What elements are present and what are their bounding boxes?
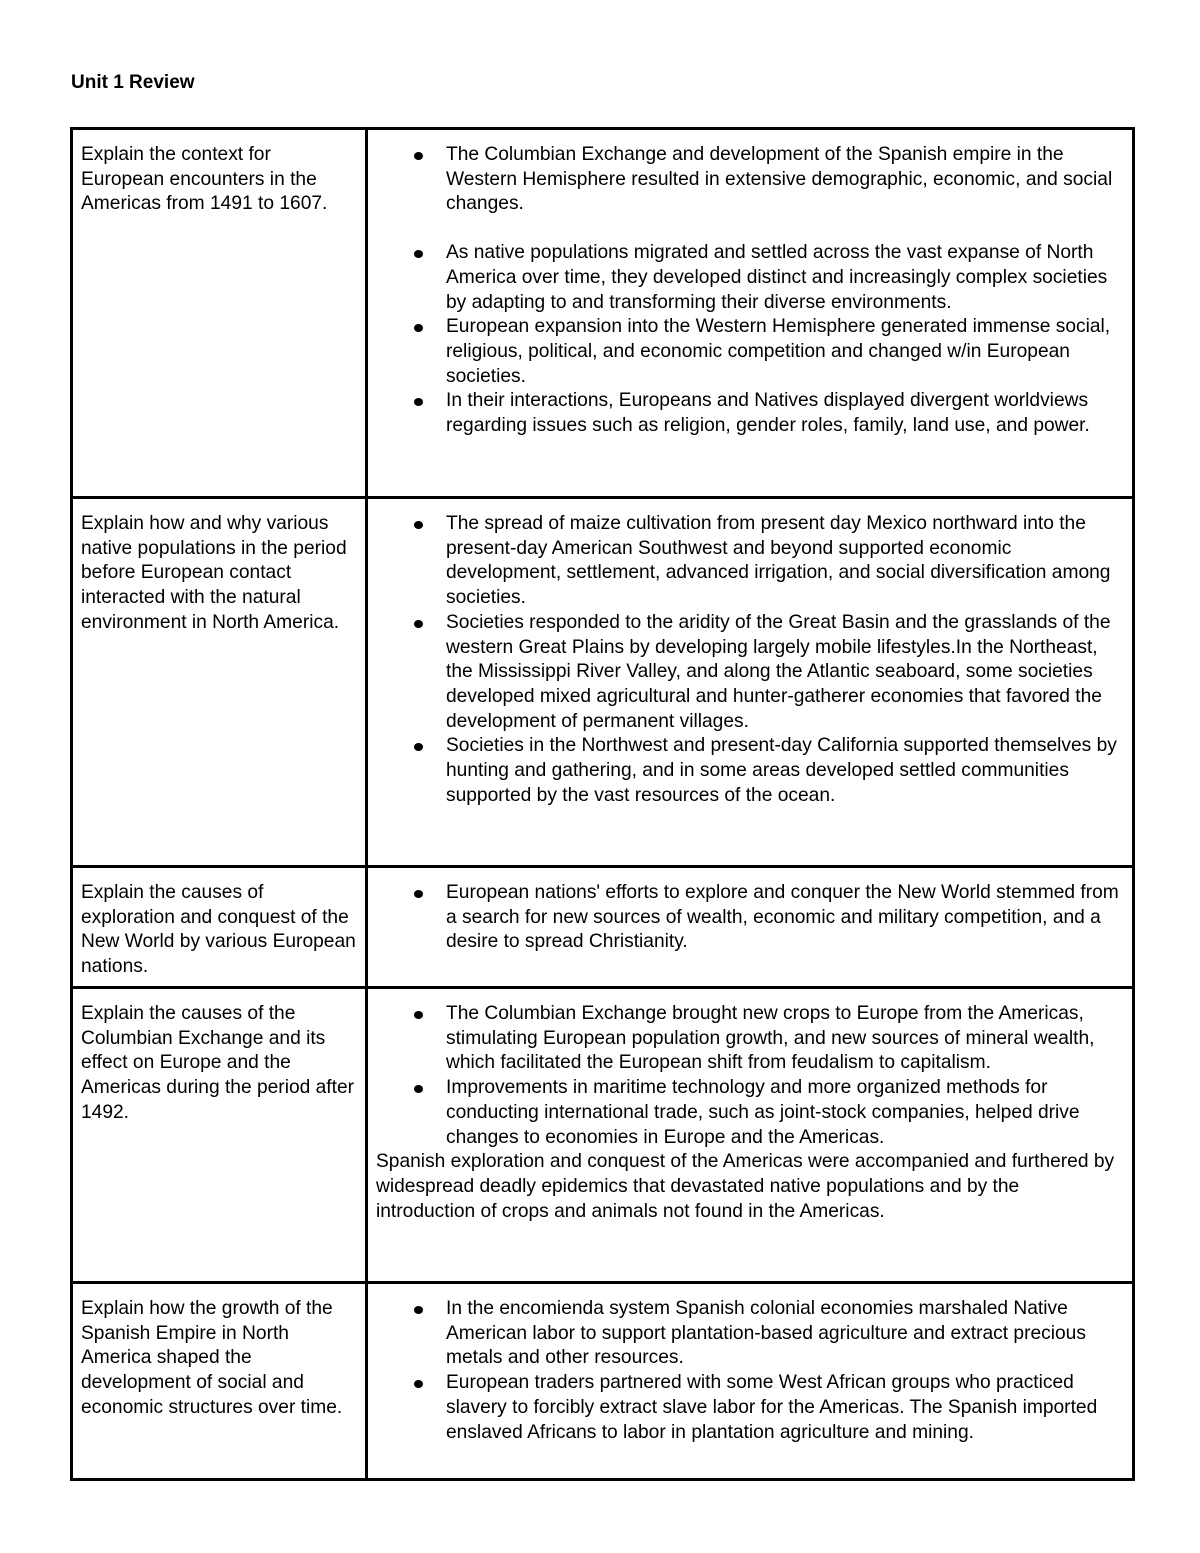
table-row xyxy=(72,129,1134,498)
bullet-list xyxy=(376,1297,1120,1445)
answer-cell xyxy=(367,867,1134,988)
bullet-item: Societies in the Northwest and present-day California supported themselves by hunting and gathering, and in some areas developed settled communities supported by the vast resources of the ocean. xyxy=(376,734,1120,808)
bullet-item: The spread of maize cultivation from present day Mexico northward into the present-day American Southwest and beyond supported economic development, settlement, advanced irrigation, and social diversification among societies. xyxy=(376,512,1120,611)
table-row xyxy=(72,498,1134,867)
bullet-item: Societies responded to the aridity of the Great Basin and the grasslands of the western Great Plains by developing largely mobile lifestyles.In the Northeast, the Mississippi River Valley, and along the Atlantic seaboard, some societies developed mixed agricultural and hunter-gatherer economies that favored the development of permanent villages. xyxy=(376,611,1120,735)
prompt-cell xyxy=(72,867,367,988)
bullet-item: In their interactions, Europeans and Natives displayed divergent worldviews regarding issues such as religion, gender roles, family, land use, and power. xyxy=(376,389,1120,438)
prompt-text: Explain the context for European encounters in the Americas from 1491 to 1607. xyxy=(81,144,328,215)
prompt-cell xyxy=(72,988,367,1283)
prompt-cell xyxy=(72,129,367,498)
answer-cell xyxy=(367,129,1134,498)
page-title: Unit 1 Review xyxy=(71,72,195,93)
prompt-text: Explain how and why various native populations in the period before European contact interacted with the natural environment in North America. xyxy=(81,513,347,633)
review-table xyxy=(70,127,1135,1481)
bullet-item: In the encomienda system Spanish colonial economies marshaled Native American labor to support plantation-based agriculture and extract precious metals and other resources. xyxy=(376,1297,1120,1371)
prompt-text: Explain the causes of the Columbian Exchange and its effect on Europe and the Americas during the period after 1492. xyxy=(81,1003,355,1123)
bullet-list xyxy=(376,143,1120,439)
bullet-item: The Columbian Exchange and development of the Spanish empire in the Western Hemisphere resulted in extensive demographic, economic, and social changes. xyxy=(376,143,1120,217)
bullet-item: Improvements in maritime technology and more organized methods for conducting international trade, such as joint-stock companies, helped drive changes to economies in Europe and the Americas. xyxy=(376,1076,1120,1150)
bullet-item: As native populations migrated and settled across the vast expanse of North America over time, they developed distinct and increasingly complex societies by adapting to and transforming their diverse environments. xyxy=(376,241,1120,315)
bullet-item: European traders partnered with some West African groups who practiced slavery to forcibly extract slave labor for the Americas. The Spanish imported enslaved Africans to labor in plantation agriculture and mining. xyxy=(376,1371,1120,1445)
answer-cell xyxy=(367,498,1134,867)
bullet-list xyxy=(376,512,1120,808)
bullet-item: European nations' efforts to explore and conquer the New World stemmed from a search for new sources of wealth, economic and military competition, and a desire to spread Christianity. xyxy=(376,881,1120,955)
bullet-item: European expansion into the Western Hemisphere generated immense social, religious, political, and economic competition and changed w/in European societies. xyxy=(376,315,1120,389)
table-row xyxy=(72,1283,1134,1480)
bullet-item: The Columbian Exchange brought new crops to Europe from the Americas, stimulating European population growth, and new sources of mineral wealth, which facilitated the European shift from feudalism to capitalism. xyxy=(376,1002,1120,1076)
bullet-list xyxy=(376,881,1120,955)
prompt-text: Explain the causes of exploration and conquest of the New World by various European nations. xyxy=(81,882,356,978)
prompt-text: Explain how the growth of the Spanish Empire in North America shaped the development of social and economic structures over time. xyxy=(81,1298,343,1418)
answer-cell xyxy=(367,1283,1134,1480)
table-row xyxy=(72,988,1134,1283)
table-row xyxy=(72,867,1134,988)
prompt-cell xyxy=(72,498,367,867)
answer-cell xyxy=(367,988,1134,1283)
bullet-list xyxy=(376,1002,1120,1150)
answer-paragraph: Spanish exploration and conquest of the Americas were accompanied and furthered by widespread deadly epidemics that devastated native populations and by the introduction of crops and animals not found in the Americas. xyxy=(376,1151,1115,1222)
prompt-cell xyxy=(72,1283,367,1480)
